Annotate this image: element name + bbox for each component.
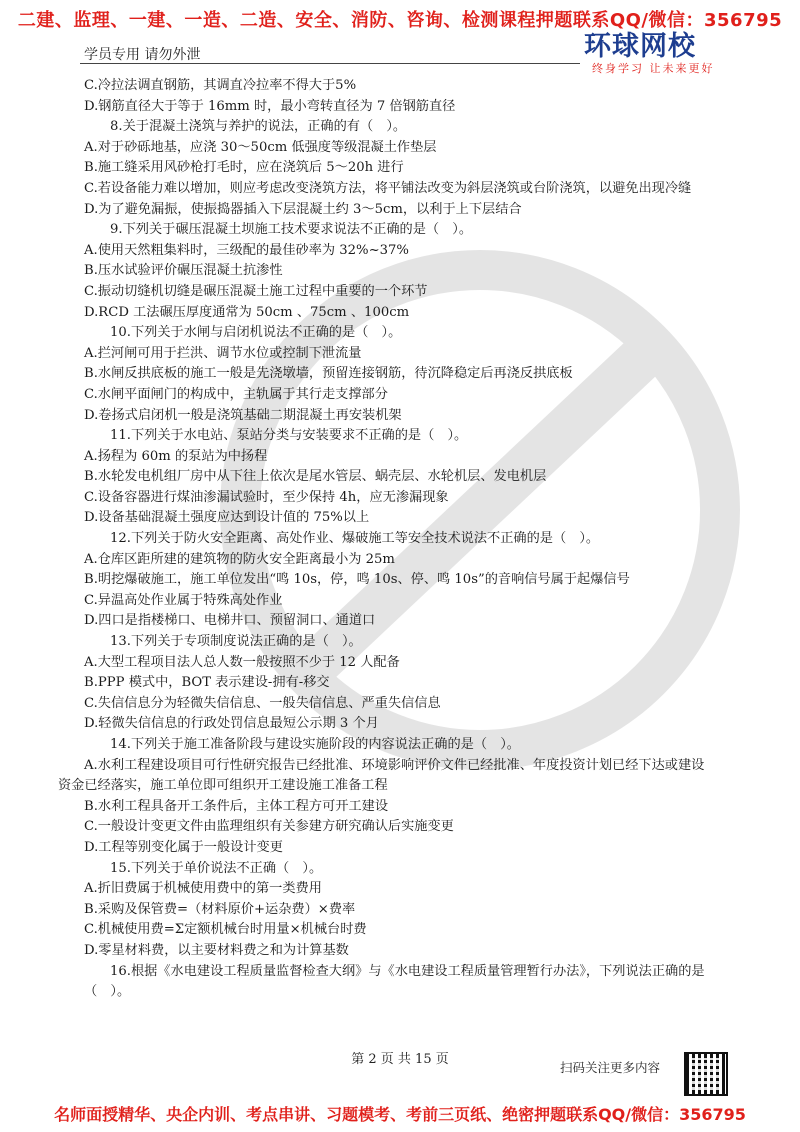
question-body: [58, 76, 714, 1003]
brand-logo: [584, 32, 734, 80]
bottom-promo-banner: 名师面授精华、央企内训、考点串讲、习题模考、考前三页纸、绝密押题联系QQ/微信：356795: [54, 1105, 746, 1124]
text-line: C.一般设计变更文件由监理组织有关参建方研究确认后实施变更: [84, 819, 454, 835]
text-line: D.为了避免漏振，使振捣器插入下层混凝土约 3～5cm，以利于上下层结合: [84, 201, 522, 217]
question-stem: 10.下列关于水闸与启闭机说法不正确的是（ ）。: [110, 325, 402, 341]
text-line: B.PPP 模式中，BOT 表示建设-拥有-移交: [84, 675, 330, 691]
question-stem: 9.下列关于碾压混凝土坝施工技术要求说法不正确的是（ ）。: [110, 222, 473, 238]
question-stem: 12.下列关于防火安全距离、高处作业、爆破施工等安全技术说法不正确的是（ ）。: [110, 531, 600, 547]
text-line: D.四口是指楼梯口、电梯井口、预留洞口、通道口: [84, 613, 376, 629]
text-line: B.水闸反拱底板的施工一般是先浇墩墙，预留连接钢筋，待沉降稳定后再浇反拱底板: [84, 366, 573, 382]
text-line: A.大型工程项目法人总人数一般按照不少于 12 人配备: [84, 654, 400, 670]
logo-tagline: 终身学习 让未来更好: [592, 62, 715, 75]
text-line: D.轻微失信信息的行政处罚信息最短公示期 3 个月: [84, 716, 379, 732]
question-stem: 16.根据《水电建设工程质量监督检查大纲》与《水电建设工程质量管理暂行办法》，下列说法正确的是（ ）。: [84, 963, 705, 1000]
text-line: B.施工缝采用风砂枪打毛时，应在浇筑后 5～20h 进行: [84, 160, 404, 176]
text-line: B.明挖爆破施工，施工单位发出“鸣 10s，停，鸣 10s、停、鸣 10s”的音响信号属于起爆信号: [84, 572, 630, 588]
text-line: C.若设备能力难以增加，则应考虑改变浇筑方法，将平铺法改变为斜层浇筑或台阶浇筑，以避免出现冷缝: [84, 180, 692, 196]
text-line: B.压水试验评价碾压混凝土抗渗性: [84, 263, 283, 279]
text-line: A.使用天然粗集料时，三级配的最佳砂率为 32%~37%: [84, 242, 409, 258]
question-stem: 11.下列关于水电站、泵站分类与安装要求不正确的是（ ）。: [110, 428, 468, 444]
text-line: C.水闸平面闸门的构成中，主轨属于其行走支撑部分: [84, 386, 388, 402]
text-line: A.扬程为 60m 的泵站为中扬程: [84, 448, 268, 464]
text-line: A.仓库区距所建的建筑物的防火安全距离最小为 25m: [84, 551, 395, 567]
text-line: B.水利工程具备开工条件后，主体工程方可开工建设: [84, 798, 389, 814]
header-confidential-note: 学员专用 请勿外泄: [84, 47, 201, 63]
scan-note: 扫码关注更多内容: [560, 1060, 661, 1075]
text-line: D.RCD 工法碾压厚度通常为 50cm 、75cm 、100cm: [84, 304, 410, 320]
text-line: A.折旧费属于机械使用费中的第一类费用: [84, 881, 322, 897]
text-line: C.异温高处作业属于特殊高处作业: [84, 592, 283, 608]
qr-code-icon: [684, 1052, 728, 1096]
text-line: C.冷拉法调直钢筋，其调直冷拉率不得大于5%: [84, 78, 357, 93]
text-line: D.工程等别变化属于一般设计变更: [84, 839, 283, 855]
text-line: D.卷扬式启闭机一般是浇筑基础二期混凝土再安装机架: [84, 407, 402, 423]
top-promo-banner: 二建、监理、一建、一造、二造、安全、消防、咨询、检测课程押题联系QQ/微信：356795: [17, 10, 783, 31]
header-divider: [80, 63, 580, 64]
text-line: C.振动切缝机切缝是碾压混凝土施工过程中重要的一个环节: [84, 283, 428, 299]
text-line: A.拦河闸可用于拦洪、调节水位或控制下泄流量: [84, 345, 362, 361]
text-line: B.采购及保管费=（材料原价+运杂费）×费率: [84, 901, 356, 917]
text-line: C.机械使用费=Σ定额机械台时用量×机械台时费: [84, 922, 367, 938]
text-line: C.设备容器进行煤油渗漏试验时，至少保持 4h，应无渗漏现象: [84, 489, 449, 505]
page-indicator: 第 2 页 共 15 页: [351, 1052, 449, 1067]
text-line: A.对于砂砾地基，应浇 30～50cm 低强度等级混凝土作垫层: [84, 139, 437, 155]
text-line: D.设备基础混凝土强度应达到设计值的 75%以上: [84, 510, 370, 526]
text-line: B.水轮发电机组厂房中从下往上依次是尾水管层、蜗壳层、水轮机层、发电机层: [84, 469, 547, 485]
logo-text: 环球网校: [584, 31, 696, 62]
question-stem: 15.下列关于单价说法不正确（ ）。: [110, 860, 323, 876]
text-line: D.钢筋直径大于等于 16mm 时，最小弯转直径为 7 倍钢筋直径: [84, 98, 456, 114]
question-stem: 8.关于混凝土浇筑与养护的说法，正确的有（ ）。: [110, 119, 407, 135]
text-line: C.失信信息分为轻微失信信息、一般失信信息、严重失信信息: [84, 695, 441, 711]
text-line: A.水利工程建设项目可行性研究报告已经批准、环境影响评价文件已经批准、年度投资计划已经下达或建设资金已经落实，施工单位即可组织开工建设施工准备工程: [58, 757, 705, 794]
question-stem: 14.下列关于施工准备阶段与建设实施阶段的内容说法正确的是（ ）。: [110, 737, 520, 752]
text-line: D.零星材料费，以主要材料费之和为计算基数: [84, 942, 349, 958]
question-stem: 13.下列关于专项制度说法正确的是（ ）。: [110, 634, 362, 650]
